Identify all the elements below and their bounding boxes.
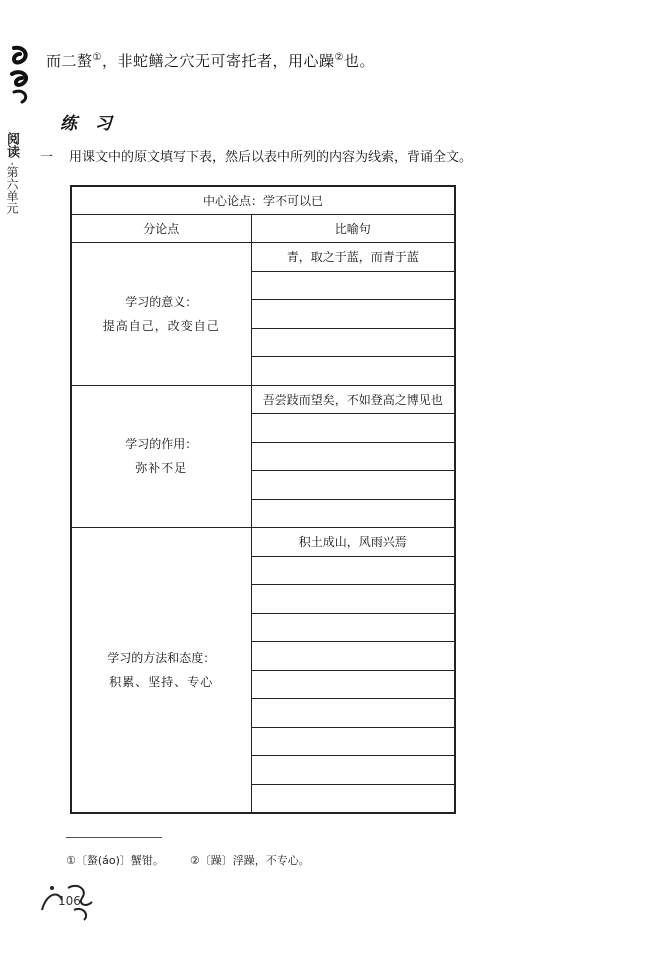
passage-text-2: ，非蛇鳝之穴无可寄托者，用心躁 bbox=[101, 52, 335, 70]
footnote-1: ①〔螯(áo)〕蟹钳。 bbox=[66, 854, 164, 867]
passage-text-3: 也。 bbox=[343, 52, 375, 70]
point-detail: 积累、坚持、专心 bbox=[109, 675, 214, 689]
table-title: 中心论点：学不可以已 bbox=[71, 186, 455, 215]
decorative-swirl-icon bbox=[8, 44, 34, 106]
metaphor-cell: 青，取之于蓝，而青于蓝 bbox=[251, 243, 455, 272]
footnote-ref-1: ① bbox=[92, 52, 102, 63]
passage-line bbox=[46, 50, 375, 71]
unit-label-sub: ·第六单元 bbox=[5, 162, 19, 214]
page-number: 106 bbox=[58, 894, 81, 908]
blank-cell[interactable] bbox=[251, 699, 455, 728]
passage-text-1: 而二螯 bbox=[46, 52, 93, 70]
metaphor-cell: 吾尝跂而望矣，不如登高之博见也 bbox=[251, 385, 455, 414]
point-cell bbox=[71, 243, 251, 386]
blank-cell[interactable] bbox=[251, 613, 455, 642]
col-header-metaphors: 比喻句 bbox=[251, 215, 455, 243]
point-title: 学习的方法和态度： bbox=[107, 651, 216, 665]
exercise-text: 用课文中的原文填写下表，然后以表中所列的内容为线索，背诵全文。 bbox=[69, 150, 473, 165]
blank-cell[interactable] bbox=[251, 328, 455, 357]
metaphor-cell: 积土成山，风雨兴焉 bbox=[251, 528, 455, 557]
col-header-points: 分论点 bbox=[71, 215, 251, 243]
footnote-divider bbox=[66, 837, 162, 838]
point-detail: 弥补不足 bbox=[135, 461, 188, 476]
footnote-ref-2: ② bbox=[334, 52, 344, 63]
blank-cell[interactable] bbox=[251, 784, 455, 813]
blank-cell[interactable] bbox=[251, 642, 455, 671]
blank-cell[interactable] bbox=[251, 727, 455, 756]
point-title: 学习的作用： bbox=[125, 437, 198, 452]
blank-cell[interactable] bbox=[251, 442, 455, 471]
footnote-2: ②〔躁〕浮躁，不专心。 bbox=[189, 854, 310, 867]
blank-cell[interactable] bbox=[251, 471, 455, 500]
blank-cell[interactable] bbox=[251, 670, 455, 699]
unit-label-main: 阅读 bbox=[4, 132, 19, 158]
blank-cell[interactable] bbox=[251, 414, 455, 443]
exercise-instruction bbox=[40, 146, 472, 165]
point-detail: 提高自己，改变自己 bbox=[102, 318, 220, 333]
section-heading: 练 习 bbox=[60, 114, 118, 134]
blank-cell[interactable] bbox=[251, 271, 455, 300]
point-cell bbox=[71, 528, 251, 814]
blank-cell[interactable] bbox=[251, 756, 455, 785]
point-title: 学习的意义： bbox=[125, 294, 198, 309]
blank-cell[interactable] bbox=[251, 556, 455, 585]
blank-cell[interactable] bbox=[251, 300, 455, 329]
point-cell bbox=[71, 385, 251, 528]
footnotes bbox=[66, 852, 336, 868]
blank-cell[interactable] bbox=[251, 499, 455, 528]
fill-in-table bbox=[70, 185, 456, 814]
blank-cell[interactable] bbox=[251, 585, 455, 614]
exercise-number: 一 bbox=[40, 150, 54, 165]
blank-cell[interactable] bbox=[251, 357, 455, 386]
unit-label bbox=[4, 132, 22, 214]
